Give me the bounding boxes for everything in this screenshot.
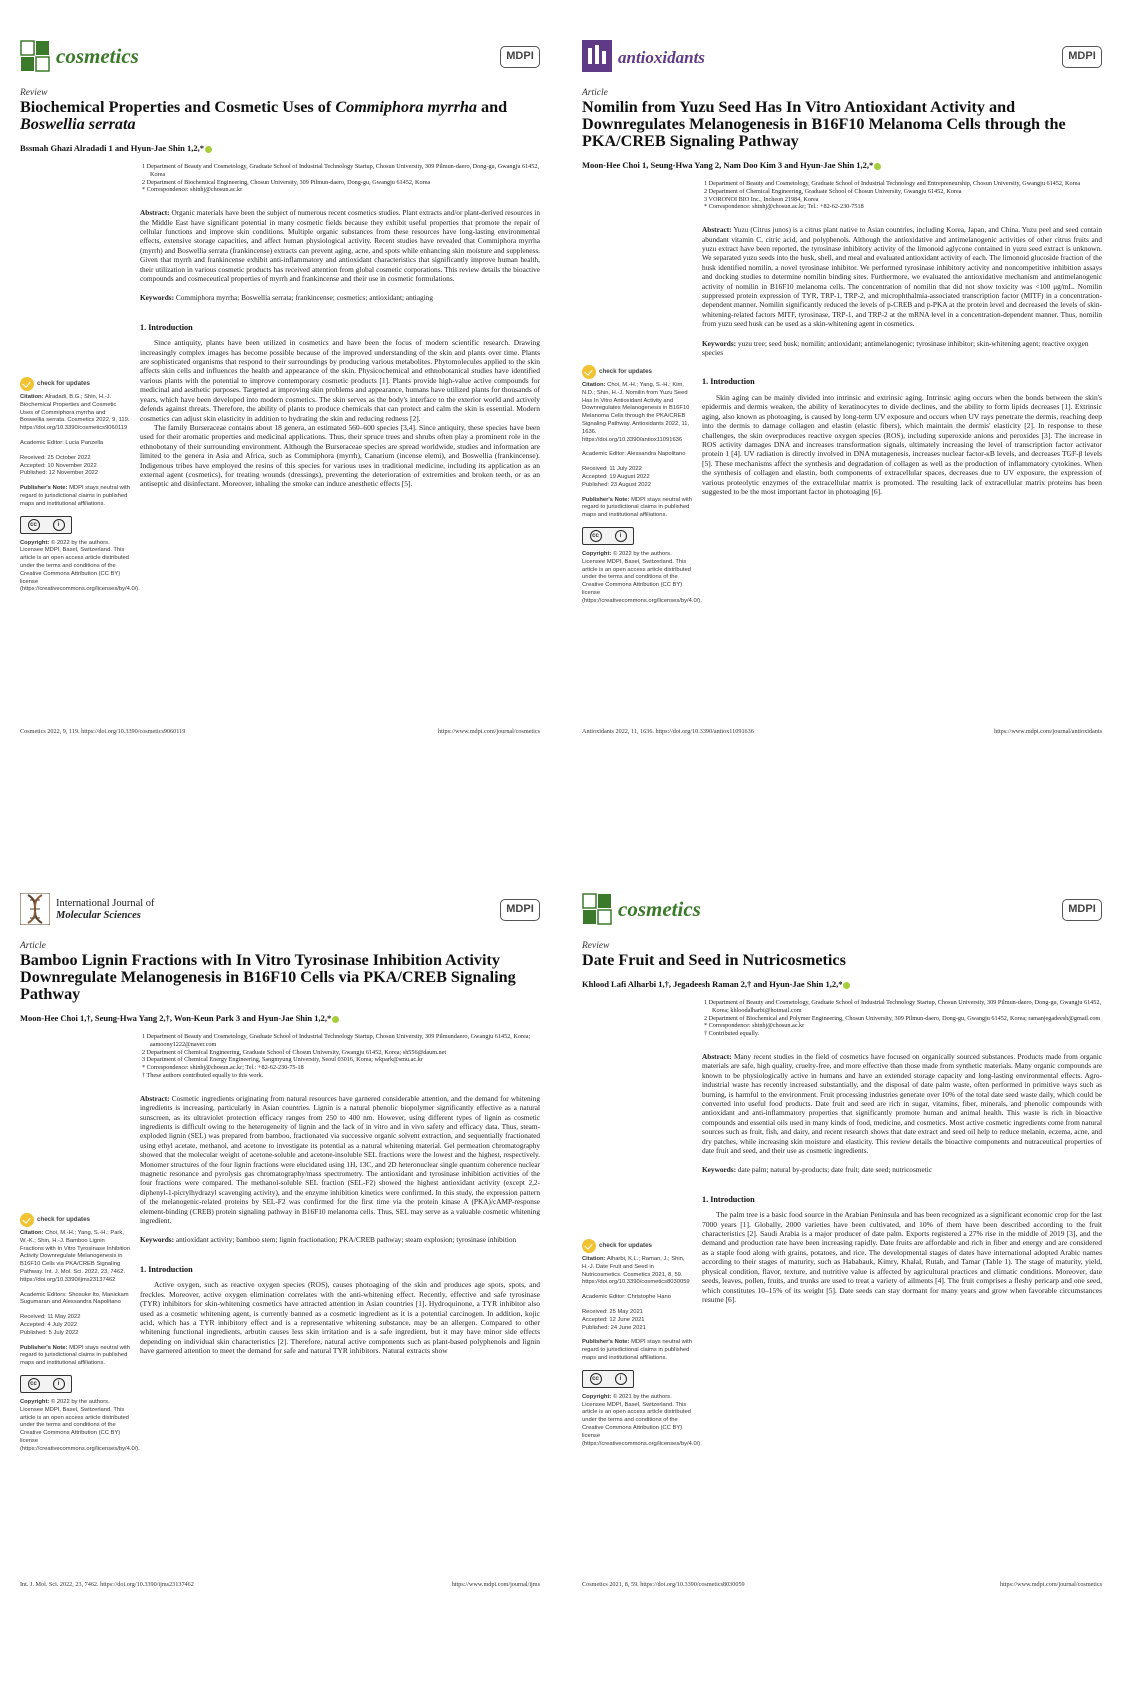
author-list: Moon-Hee Choi 1,†, Seung-Hwa Yang 2,†, Won-Keun Park 3 and Hyun-Jae Shin 1,2,* [20,1013,540,1023]
check-updates-icon [582,1239,596,1253]
paper-title: Nomilin from Yuzu Seed Has In Vitro Antioxidant Activity and Downregulates Melanogenesis in B16F10 Melanoma Cells through the PKA/CREB Signaling Pathway [582,98,1066,150]
footer-doi[interactable]: Cosmetics 2022, 9, 119. https://doi.org/10.3390/cosmetics9060119 [20,728,186,735]
academic-editor: Academic Editor: Lucia Panzella [20,439,104,446]
dates: Received: 25 May 2021 Accepted: 12 June 2021 Published: 24 June 2021 [582,1308,646,1331]
footer-journal-url[interactable]: https://www.mdpi.com/journal/cosmetics [999,1581,1102,1588]
orcid-icon[interactable] [205,146,212,153]
dates: Received: 11 May 2022 Accepted: 4 July 2022 Published: 5 July 2022 [20,1314,81,1336]
paper-page-3 [0,853,562,1706]
check-for-updates-badge[interactable]: check for updates [582,1239,692,1253]
affiliations: 1 Department of Beauty and Cosmetology, Graduate School of Industrial Technology Startup, Chosun University, 309 Pilmun-daero, Dong-gu, Gwangju 61452, Korea; khloodalharbi@hotmail.com 2 Department of Biochemical and Polymer Engineering, Chosun University, 309 Pilmun-daero, Dong-gu, Gwangju 61452, Korea; ramanjegadeesh@gmail.com * Correspondence: shinhj@chosun.ac.kr † Contributed equally. [704,999,1101,1038]
journal-header [582,893,1102,937]
main-column [140,163,540,489]
main-column [140,1033,540,1356]
section-heading: 1. Introduction [140,322,193,332]
intro-paragraph: The palm tree is a basic food source in the Arabian Peninsula and has been recognized as a significant economic crop for the last 7000 years [1]. Globally, 2000 varieties have been cultivated, and 10% of them have been described according to the fruit characteristics [2]. Saudi Arabia is a major producer of date palm. Exports registered a 27% rise in the middle of 2019 [3], and the demand and production rate have been increasing rapidly. Date fruits are affordable and rich in fiber and energy and are considered as a staple food along with grains, potatoes, and rice. The developmental stages of dates have international adopted Arabic names according to their stages of maturity, such as Hababauk, Kimry, Khalal, Rutab, and Tamar (Table 1). The stage of maturity, yield, physical condition, flavor, texture, and nutritive value is affected by agricultural practices and climatic conditions. Moreover, date seeds, leaves, pollen, fruits, and trunks are used to treat a variety of ailments [4]. The fruit comprises a fleshy pericarp and one seed, which constitutes 10–15% of its weight [5]. Date seeds can stay dormant for many years and grow when favorable circumstances resume [6]. [702,1210,1102,1304]
paper-title: Date Fruit and Seed in Nutricosmetics [582,951,846,969]
article-type: Review [20,88,48,98]
footer-doi[interactable]: Cosmetics 2021, 8, 59. https://doi.org/10.3390/cosmetics8030059 [582,1581,745,1588]
publisher-note: Publisher's Note: MDPI stays neutral with regard to jurisdictional claims in published maps and institutional affiliations. [20,1344,130,1367]
antioxidants-logo-icon [582,40,612,72]
journal-name: antioxidants [618,48,705,67]
copyright-block: Copyright: © 2022 by the authors. Licensee MDPI, Basel, Switzerland. This article is an open access article distributed under the terms and conditions of the Creative Commons Attribution (CC BY) license (https://creativecommons.org/licenses/by/4.0/). [582,550,702,604]
citation-block: Citation: Alharbi, K.L.; Raman, J.; Shin, H.-J. Date Fruit and Seed in Nutricosmetics. Cosmetics 2021, 8, 59. https://doi.org/10.3390/cosmetics8030059 [582,1256,690,1286]
intro-paragraph: Skin aging can be mainly divided into intrinsic and extrinsic aging. Intrinsic aging occurs when the bonds between the skin's epidermis and dermis weaken, the ability of keratinocytes to divide declines, and the ability to form lipids decreases [1]. Extrinsic aging, also known as photoaging, is caused by long-term UV exposure and occurs when UV rays penetrate the dermis, reaching deep into the dermis to damage collagen and elastin (elastic fibers), which maintain the dermis' elasticity [2]. In response to these challenges, the skin overproduces reactive oxygen species (ROS), including superoxide anions and peroxides [3]. The increase in ROS activity damages DNA and increases transformation signals, ultimately increasing the level of transcription factor activator protein 1 [4]. UV radiation is directly involved in DNA mutagenesis, increases nuclear factor-κB levels, and decreases TGF-β levels [5]. These mechanisms affect the synthesis and degradation of collagen as well as the production of inflammatory cytokines. When the synthesis of collagen and elastin, both components of extracellular spaces, decreases due to UV exposure, the expression of various proteolytic enzymes of the extracellular matrix is promoted. The resulting lack of extracellular matrix proteins has been suggested to be the most important factor in photoaging [6]. [702,392,1102,496]
sidebar [20,377,140,601]
page-footer [582,728,1102,735]
mdpi-logo: MDPI [500,899,540,921]
sidebar [582,365,702,613]
publisher-note: Publisher's Note: MDPI stays neutral with regard to jurisdictional claims in published maps and institutional affiliations. [582,1339,692,1361]
affiliations: 1 Department of Beauty and Cosmetology, Graduate School of Industrial Technology Startup, Chosun University, 309 Pilmun-daero, Dong-gu, Gwangju 61452, Korea 2 Department of Biochemical Engineering, Chosun University, 309 Pilmun-daero, Dong-gu, Gwangju 61452, Korea * Correspondence: shinhj@chosun.ac.kr [142,163,539,194]
keywords: Keywords: antioxidant activity; bamboo stem; lignin fractionation; PKA/CREB pathway; steam explosion; tyrosinase inhibition [140,1235,517,1245]
article-type: Article [20,941,46,951]
author-list: Bssmah Ghazi Alradadi 1 and Hyun-Jae Shin 1,2,* [20,143,540,153]
paper-title: Bamboo Lignin Fractions with In Vitro Tyrosinase Inhibition Activity Downregulate Melanogenesis in B16F10 Cells via PKA/CREB Signaling Pathway [20,951,516,1003]
keywords: Keywords: date palm; natural by-products; date fruit; date seed; nutricosmetic [702,1165,933,1175]
citation-block: Citation: Choi, M.-H.; Yang, S.-H.; Park, W.-K.; Shin, H.-J. Bamboo Lignin Fractions with In Vitro Tyrosinase Inhibition Activity Downregulate Melanogenesis in B16F10 Cells via PKA/CREB Signaling Pathway. Int. J. Mol. Sci. 2022, 23, 7462. https://doi.org/10.3390/ijms23137462 [20,1230,130,1283]
keywords: Keywords: Commiphora myrrha; Boswellia serrata; frankincense; cosmetics; antioxidant; antiaging [140,293,434,303]
paper-title: Biochemical Properties and Cosmetic Uses of Commiphora myrrha and Boswellia serrata [20,98,508,133]
journal-name: cosmetics [618,897,701,921]
keywords: Keywords: yuzu tree; seed husk; nomilin; antioxidant; antimelanogenic; tyrosinase inhibitor; skin-whitening agent; reactive oxygen species [702,338,1089,358]
footer-journal-url[interactable]: https://www.mdpi.com/journal/ijms [451,1581,540,1588]
section-heading: 1. Introduction [702,1194,755,1204]
orcid-icon[interactable] [843,982,850,989]
orcid-icon[interactable] [332,1016,339,1023]
check-for-updates-badge[interactable]: check for updates [582,365,692,379]
abstract: Abstract: Many recent studies in the field of cosmetics have focused on organically sourced substances. Products made from organic materials are safe, high quality, cruelty-free, and more effective than those made from synthetic materials. Many organic compounds are known to be physiologically active in humans and have an extended storage capacity and long-lasting environmental effects. Agro-industrial waste has recently increased substantially, and the disposal of date palm waste, often performed in primitive ways such as burning, is harmful to the environment. Fruit processing industries generate over 10% of the total date seed waste daily, which could be converted into useful food products. Date fruit and seed are rich in sugar, vitamins, fiber, minerals, and phenolic compounds with antioxidant and anti-inflammatory properties that significantly promote human and animal health. This waste is rich in bioactive compounds and essential oils used in many kinds of food, medicine, and cosmetics. Most active cosmetic ingredients come from natural sources such as fruit, fish, and dairy, and recent research shows that date extract and seed oil help to reduce melanin, eczema, acne, and dry patches, while increasing skin moisture and elasticity. This review details the bioactive components and nutraceutical properties of date fruit and seed, and their use as cosmetic ingredients. [702,1051,1102,1156]
cosmetics-logo-icon [582,893,612,925]
cosmetics-logo-icon [20,40,50,72]
page-footer [582,1581,1102,1588]
ijms-dna-logo-icon [20,893,50,925]
mdpi-logo: MDPI [1062,899,1102,921]
mdpi-logo: MDPI [500,46,540,68]
abstract: Abstract: Cosmetic ingredients originating from natural resources have garnered considerable attention, and the demand for whitening ingredients is increasing, particularly in Asian countries. Lignin is a natural phenolic biopolymer significantly effective as a natural sunscreen, as its ultraviolet protection efficacy ranges from 250 to 400 nm. However, using different types of lignin as cosmetic ingredients is difficult owing to the heterogeneity of lignin and the lack of in vitro and in vivo safety and efficacy data. Thus, steam-exploded lignin (SEL) was prepared from bamboo, fractionated via successive organic solvent extraction, and sequentially fractionated using ethyl acetate, methanol, and acetone to investigate its potential as a natural whitening material. Gel permeation chromatography showed that the molecular weight of acetone-soluble and acetone-insoluble SEL fractions were the lowest and the highest, respectively. Monomer structures of the four lignin fractions were elucidated using 1H, 13C, and 2D heteronuclear single quantum coherence nuclear magnetic resonance and pyrolysis gas chromatography/mass spectrometry. The antioxidant and tyrosinase inhibition activities of the four fractions were compared. The methanol-soluble SEL fraction (SEL-F2) showed the highest antioxidant activity (except 2,2-diphenyl-1-picrylhydrazyl scavenging activity), and the enzyme inhibition kinetics were confirmed. In this study, the expression pattern of the melanogenic-related proteins by SEL-F2 was confirmed for the first time via the protein kinase A (PKA)/cAMP-response element-binding (CREB) protein signaling pathway in B16F10 melanoma cells. Thus, SEL may serve as a valuable cosmetic whitening ingredient. [140,1093,541,1226]
journal-header [20,40,540,84]
sidebar [582,1239,702,1455]
cc-by-license-icon[interactable]: cc i [20,516,72,534]
footer-doi[interactable]: Int. J. Mol. Sci. 2022, 23, 7462. https://doi.org/10.3390/ijms23137462 [20,1581,194,1588]
cc-by-license-icon[interactable]: cc i [582,527,634,545]
footer-journal-url[interactable]: https://www.mdpi.com/journal/cosmetics [437,728,540,735]
page-footer [20,728,540,735]
check-for-updates-badge[interactable]: check for updates [20,1213,130,1227]
dates: Received: 25 October 2022 Accepted: 10 November 2022 Published: 12 November 2022 [20,454,98,477]
cc-by-license-icon[interactable]: cc i [582,1370,634,1388]
copyright-block: Copyright: © 2022 by the authors. Licensee MDPI, Basel, Switzerland. This article is an open access article distributed under the terms and conditions of the Creative Commons Attribution (CC BY) license (https://creativecommons.org/licenses/by/4.0/). [20,1398,140,1452]
check-updates-icon [582,365,596,379]
cc-by-license-icon[interactable]: cc i [20,1375,72,1393]
citation-block: Citation: Choi, M.-H.; Yang, S.-H.; Kim, N.D.; Shin, H.-J. Nomilin from Yuzu Seed Has In Vitro Antioxidant Activity and Downregulates Melanogenesis in B16F10 Melanoma Cells through the PKA/CREB Signaling Pathway. Antioxidants 2022, 11, 1636. https://doi.org/10.3390/antiox11091636 [582,382,690,443]
citation-block: Citation: Alradadi, B.G.; Shin, H.-J. Biochemical Properties and Cosmetic Uses of Commiphora myrrha and Boswellia serrata. Cosmetics 2022, 9, 119. https://doi.org/10.3390/cosmetics9060119 [20,394,130,432]
sidebar [20,1213,140,1461]
page-footer [20,1581,540,1588]
paper-page-2 [562,0,1124,853]
main-column [702,999,1102,1304]
article-type: Article [582,88,608,98]
abstract: Abstract: Organic materials have been the subject of numerous recent cosmetics studies. Plant extracts and/or plant-derived resources in the Middle East have significant potential in many cosmetic fields because they exhibit useful properties that promote the repair of cellular functions and improve skin conditions. Multiple organic substances from these resources have long-lasting environmental effects, extensive storage capacities, and affect human physiological activity. Recent studies have revealed that Commiphora myrrha (myrrh) and Boswellia serrata (frankincense) extracts can prevent aging, acne, and spots while enhancing skin moisture and suppleness. Given that myrrh and frankincense exhibit anti-inflammatory and antioxidant characteristics that significantly improve human health, their utilization in various cosmetic products has received attention from global cosmetic corporations. This review details the bioactive compounds and cosmeceutical properties of myrrh and frankincense and their use in cosmetic formulations. [140,208,541,284]
footer-doi[interactable]: Antioxidants 2022, 11, 1636. https://doi.org/10.3390/antiox11091636 [582,728,754,735]
affiliations: 1 Department of Beauty and Cosmetology, Graduate School of Industrial Technology and Entrepreneurship, Chosun University, Gwangju 61452, Korea 2 Department of Chemical Engineering, Graduate School of Chosun University, Gwangju 61452, Korea 3 VORONOI BIO Inc., Incheon 21984, Korea * Correspondence: shinhj@chosun.ac.kr; Tel.: +82-62-230-7518 [704,180,1081,211]
journal-header [20,893,540,937]
check-updates-icon [20,377,34,391]
intro-paragraph-2: The family Burseraceae contains about 18 genera, an estimated 560–600 species [3,4]. Since antiquity, these species have been used for their aromatic properties and medicinal applications. Thus, their spruce trees and shrubs often play a prominent role in the ethnobotany of their surrounding environment. Although the Burseraceae species are spread worldwide, studies and information are limited to the genera in Asia and Africa, such as Commiphora (myrrh), Canarium (incense elemi), and Boswellia (frankincense). Indigenous tribes have employed the resins of this species for various uses in traditional medicine, including its application as an external agent (cosmetics), for treating wounds (dressings), preventing the deterioration of extremities and broken teeth, or as an antiseptic and disinfectant. Moreover, inhaling the smoke can induce anesthetic effects [5]. [140,422,540,489]
abstract: Abstract: Yuzu (Citrus junos) is a citrus plant native to Asian countries, including Korea, Japan, and China. Yuzu peel and seed contain abundant vitamin C, citric acid, and polyphenols. Although the antioxidative and antimelanogenic activities of other citrus fruits and yuzu extract have been reported, the tyrosinase inhibitory activity of the limonoid aglycone contained in yuzu seed extract is unknown. We separated yuzu seeds into the husk, shell, and meal and evaluated antioxidant activity of each. The limonoid glucoside fraction of the husk identified nomilin, a novel tyrosinase inhibitor. We performed tyrosinase inhibitory activity and noncompetitive inhibition assays and docking studies to determine nomilin binding sites. Furthermore, we evaluated the antioxidative mechanism and antimelanogenic activity of nomilin in B16F10 melanoma cells. The concentration of nomilin that did not show toxicity was <100 μg/mL. Nomilin suppressed protein expression of TYR, TRP-1, TRP-2, and microphthalmia-associated transcription factor (MITF) in a concentration-dependent manner. Nomilin significantly reduced the levels of p-CREB and p-PKA at the protein level and decreased the levels of skin-whitening-related factors MITF, tyrosinase, TRP-1, and TRP-2 at the mRNA level in a concentration-dependent manner. Thus, nomilin from yuzu seed husk can be used as a skin-whitening agent in cosmetics. [702,225,1102,329]
main-column [702,180,1102,496]
author-list: Moon-Hee Choi 1, Seung-Hwa Yang 2, Nam Doo Kim 3 and Hyun-Jae Shin 1,2,* [582,160,1102,170]
academic-editor: Academic Editor: Alessandra Napolitano [582,451,686,458]
journal-header [582,40,1102,84]
footer-journal-url[interactable]: https://www.mdpi.com/journal/antioxidants [994,728,1102,735]
mdpi-logo: MDPI [1062,46,1102,68]
check-for-updates-badge[interactable]: check for updates [20,377,130,391]
copyright-block: Copyright: © 2022 by the authors. Licensee MDPI, Basel, Switzerland. This article is an open access article distributed under the terms and conditions of the Creative Commons Attribution (CC BY) license (https://creativecommons.org/licenses/by/4.0/). [20,539,140,593]
check-updates-icon [20,1213,34,1227]
section-heading: 1. Introduction [140,1264,193,1274]
section-heading: 1. Introduction [702,377,755,387]
journal-name: cosmetics [56,44,139,68]
academic-editor: Academic Editor: Christophe Hano [582,1294,671,1301]
publisher-note: Publisher's Note: MDPI stays neutral with regard to jurisdictional claims in published maps and institutional affiliations. [582,496,692,519]
author-list: Khlood Lafi Alharbi 1,†, Jegadeesh Raman 2,† and Hyun-Jae Shin 1,2,* [582,979,1102,989]
paper-page-1 [0,0,562,853]
copyright-block: Copyright: © 2021 by the authors. Licensee MDPI, Basel, Switzerland. This article is an open access article distributed under the terms and conditions of the Creative Commons Attribution (CC BY) license (https://creativecommons.org/licenses/by/4.0/). [582,1393,702,1447]
journal-name: International Journal of Molecular Sciences [56,898,155,921]
paper-page-4 [562,853,1124,1706]
intro-paragraph: Active oxygen, such as reactive oxygen species (ROS), causes photoaging of the skin and produces age spots, spots, and freckles. Moreover, active oxygen elimination correlates with the anti-whitening effect. Recently, effective and safe tyrosinase (TYR) inhibitors for skin-whitening cosmetics have attracted attention in Asian countries [1]. Hydroquinone, a TYR inhibitor also used as a cosmetic whitening agent, is currently banned as a cosmetic ingredient as it is a potential carcinogen. In addition, kojic acid, which has a TYR inhibitory effect and is a representative whitening substance, may be an allergen. Compared to other whitening functional ingredients, arbutin causes less skin irritation and is a safe ingredient, but it may have minor side effects depending on individual skin characteristics [2]. Therefore, natural active components such as plant-based polyphenols and lignin have garnered attention to meet the demand for safe and natural TYR inhibitors. Natural extracts show [140,1280,540,1356]
orcid-icon[interactable] [874,163,881,170]
academic-editor: Academic Editors: Shosuke Ito, Manickam Sugumaran and Alessandra Napolitano [20,1291,129,1306]
publisher-note: Publisher's Note: MDPI stays neutral with regard to jurisdictional claims in published maps and institutional affiliations. [20,485,130,507]
affiliations: 1 Department of Beauty and Cosmetology, Graduate School of Industrial Technology Startup, Chosun University, 309 Pilmundaero, Gwangju 61452, Korea; aamoony1222@naver.com 2 Department of Chemical Engineering, Graduate School of Chosun University, Gwangju 61452, Korea; sh556@daum.net 3 Department of Chemical Energy Engineering, Sangmyung University, Seoul 03016, Korea; wkpark@smu.ac.kr * Correspondence: shinhj@chosun.ac.kr; Tel.: +82-62-230-75-18 † These authors contributed equally to this work. [142,1033,531,1079]
dates: Received: 11 July 2022 Accepted: 19 August 2022 Published: 23 August 2022 [582,466,651,488]
article-type: Review [582,941,610,951]
intro-paragraph: Since antiquity, plants have been utilized in cosmetics and have been the focus of modern scientific research. Drawing increasingly complex images has become possible because of the improved understanding of the skin and plants over time. Plants are sophisticated organisms that respond to their surroundings by producing various metabolites. Phytomolecules applied to the skin affects skin cells and influences the health and appearance of the skin. Physicochemical and ethnobotanical studies have identified various plants with the potential to improve contemporary cosmetic products [1]. Plants provide high-value active compounds for medicinal and aesthetic purposes. Targeted at improving skin problems and appearance, humans have utilized plants for thousands of years, which have been developed into modern cosmetics. The skin serves as the body's interface to the exterior world and actively defends against threats. Therefore, the ability of plants to produce chemicals that can protect and calm the skin is essential. Modern cosmetics can adjust skin elasticity in addition to hydrating the skin and reducing redness [2]. [140,338,540,423]
